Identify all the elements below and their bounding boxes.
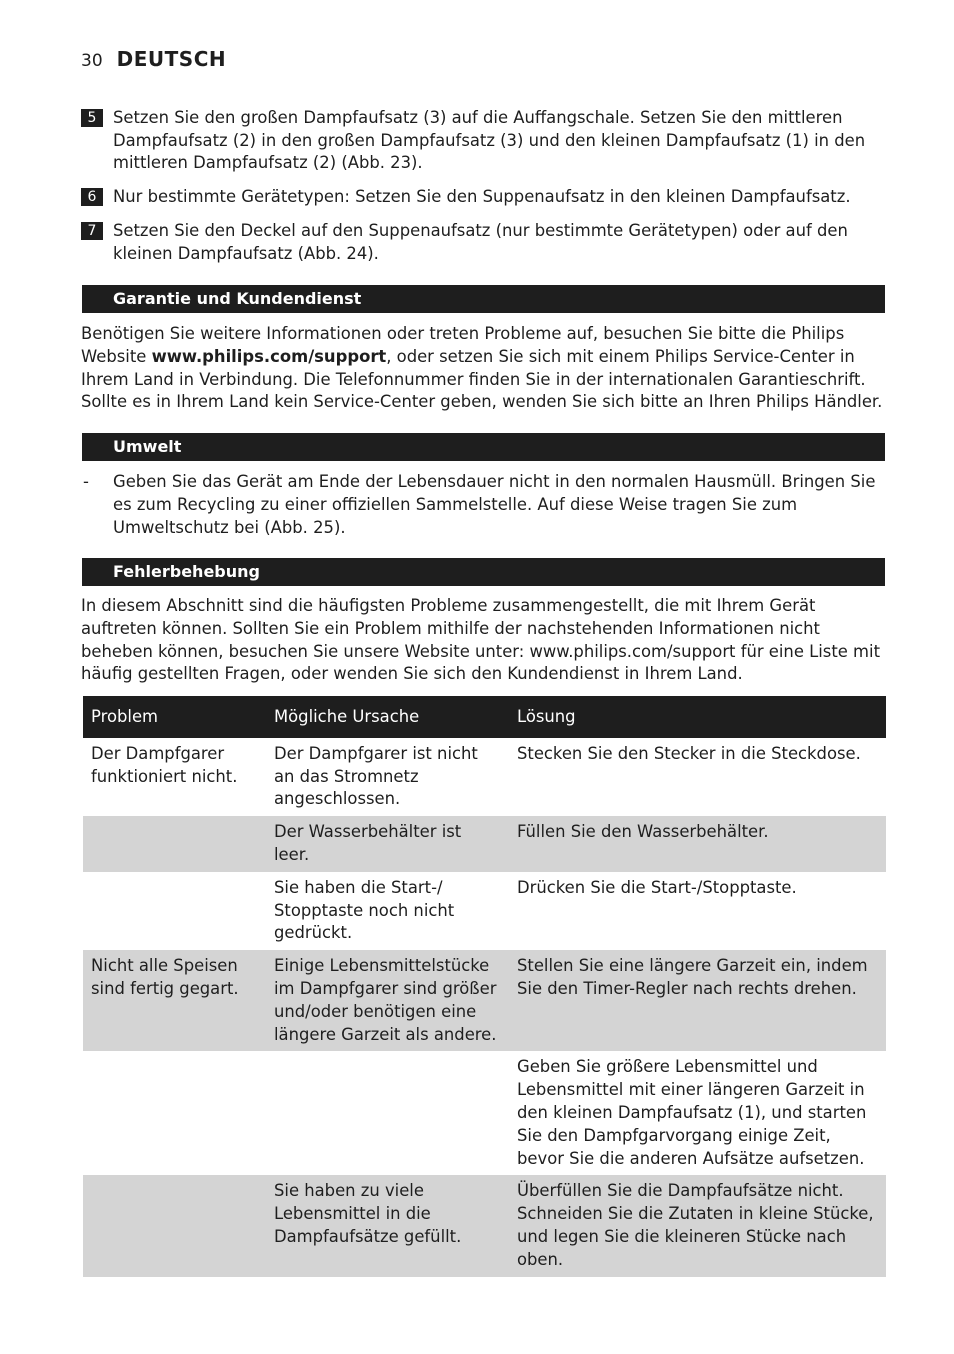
column-header-solution: Lösung (509, 696, 886, 738)
support-link[interactable]: www.philips.com/support (151, 346, 387, 366)
column-header-cause: Mögliche Ursache (266, 696, 509, 738)
warranty-paragraph (81, 323, 887, 414)
solution-cell: Stellen Sie eine längere Garzeit ein, indem Sie den Timer-Regler nach rechts drehen. (509, 950, 886, 1051)
table-row (83, 816, 886, 872)
cause-cell: Sie haben die Start-/ Stopptaste noch nicht gedrückt. (274, 877, 455, 943)
step-number: 7 (81, 222, 103, 240)
cause-cell (266, 1051, 509, 1175)
problem-cell (83, 1051, 266, 1175)
table-header-row (83, 696, 886, 738)
problem-cell: Nicht alle Speisen sind fertig gegart. (83, 950, 266, 1051)
cause-cell: Der Dampfgarer ist nicht an das Stromnetz angeschlossen. (274, 743, 478, 809)
page-header (81, 47, 226, 75)
solution-cell: Geben Sie größere Lebensmittel und Lebensmittel mit einer längeren Garzeit in den kleinen Dampfaufsatz (1), und starten Sie den Dampfgarvorgang einige Zeit, bevor Sie die anderen Aufsätze aufsetzen. (517, 1057, 867, 1168)
solution-cell: Drücken Sie die Start-/Stopptaste. (517, 877, 797, 897)
cause-cell: Der Wasserbehälter ist leer. (266, 816, 509, 872)
warranty-text-start: Benötigen Sie weitere Informationen oder treten Probleme auf, besuchen Sie bitte die Philips Website (81, 324, 845, 366)
problem-cell: Der Dampfgarer funktioniert nicht. (91, 743, 238, 786)
solution-cell: Stecken Sie den Stecker in die Steckdose. (517, 743, 861, 763)
troubleshooting-intro: In diesem Abschnitt sind die häufigsten Probleme zusammengestellt, die mit Ihrem Gerät auftreten können. Sollten Sie ein Problem mithilfe der nachstehenden Informationen nicht beheben können, besuchen Sie unsere Website unter: www.philips.com/support für eine Liste mit häufig gestellten Fragen, oder wenden Sie sich den Kundendienst in Ihrem Land. (81, 596, 881, 684)
solution-cell: Überfüllen Sie die Dampfaufsätze nicht. Schneiden Sie die Zutaten in kleine Stücke, und legen Sie die kleineren Stücke nach oben. (509, 1175, 886, 1276)
step-7 (81, 220, 871, 265)
table-row (83, 950, 886, 1051)
step-text: Setzen Sie den großen Dampfaufsatz (3) auf die Auffangschale. Setzen Sie den mittleren Dampfaufsatz (2) in den großen Dampfaufsatz (3) und den kleinen Dampfaufsatz (1) in den mittleren Dampfaufsatz (2) (Abb. 23). (113, 108, 866, 172)
step-text: Setzen Sie den Deckel auf den Suppenaufsatz (nur bestimmte Gerätetypen) oder auf den kleinen Dampfaufsatz (Abb. 24). (113, 221, 848, 263)
step-6 (81, 186, 871, 209)
language-title: DEUTSCH (116, 47, 227, 71)
page-number: 30 (81, 51, 103, 71)
environment-bullet (81, 470, 887, 539)
problem-cell (83, 1175, 266, 1276)
solution-cell: Füllen Sie den Wasserbehälter. (509, 816, 886, 872)
table-row (83, 738, 886, 816)
step-text: Nur bestimmte Gerätetypen: Setzen Sie den Suppenaufsatz in den kleinen Dampfaufsatz. (113, 187, 851, 206)
problem-cell (83, 872, 266, 950)
section-heading-warranty (82, 285, 885, 313)
problem-cell (83, 816, 266, 872)
section-heading-environment (82, 433, 885, 461)
section-title: Umwelt (113, 437, 182, 456)
troubleshooting-table (83, 696, 886, 1277)
step-number: 5 (81, 109, 103, 127)
table-row (83, 872, 886, 950)
step-number: 6 (81, 188, 103, 206)
bullet-marker: - (83, 472, 89, 491)
table-row (83, 1175, 886, 1276)
cause-cell: Sie haben zu viele Lebensmittel in die Dampfaufsätze gefüllt. (266, 1175, 509, 1276)
column-header-problem: Problem (83, 696, 266, 738)
section-title: Garantie und Kundendienst (113, 289, 362, 308)
table-row (83, 1051, 886, 1175)
cause-cell: Einige Lebensmittelstücke im Dampfgarer sind größer und/oder benötigen eine längere Garzeit als andere. (266, 950, 509, 1051)
bullet-text: Geben Sie das Gerät am Ende der Lebensdauer nicht in den normalen Hausmüll. Bringen Sie es zum Recycling zu einer offiziellen Sammelstelle. Auf diese Weise tragen Sie zum Umweltschutz bei (Abb. 25). (113, 472, 876, 537)
warranty-text-end: , oder setzen Sie sich mit einem Philips Service-Center in Ihrem Land in Verbindung. Die Telefonnummer finden Sie in der internationalen Garantieschrift. Sollte es in Ihrem Land kein Service-Center geben, wenden Sie sich bitte an Ihren Philips Händler. (81, 346, 883, 412)
step-5 (81, 107, 871, 175)
section-heading-troubleshooting (82, 558, 885, 586)
section-title: Fehlerbehebung (113, 562, 260, 581)
